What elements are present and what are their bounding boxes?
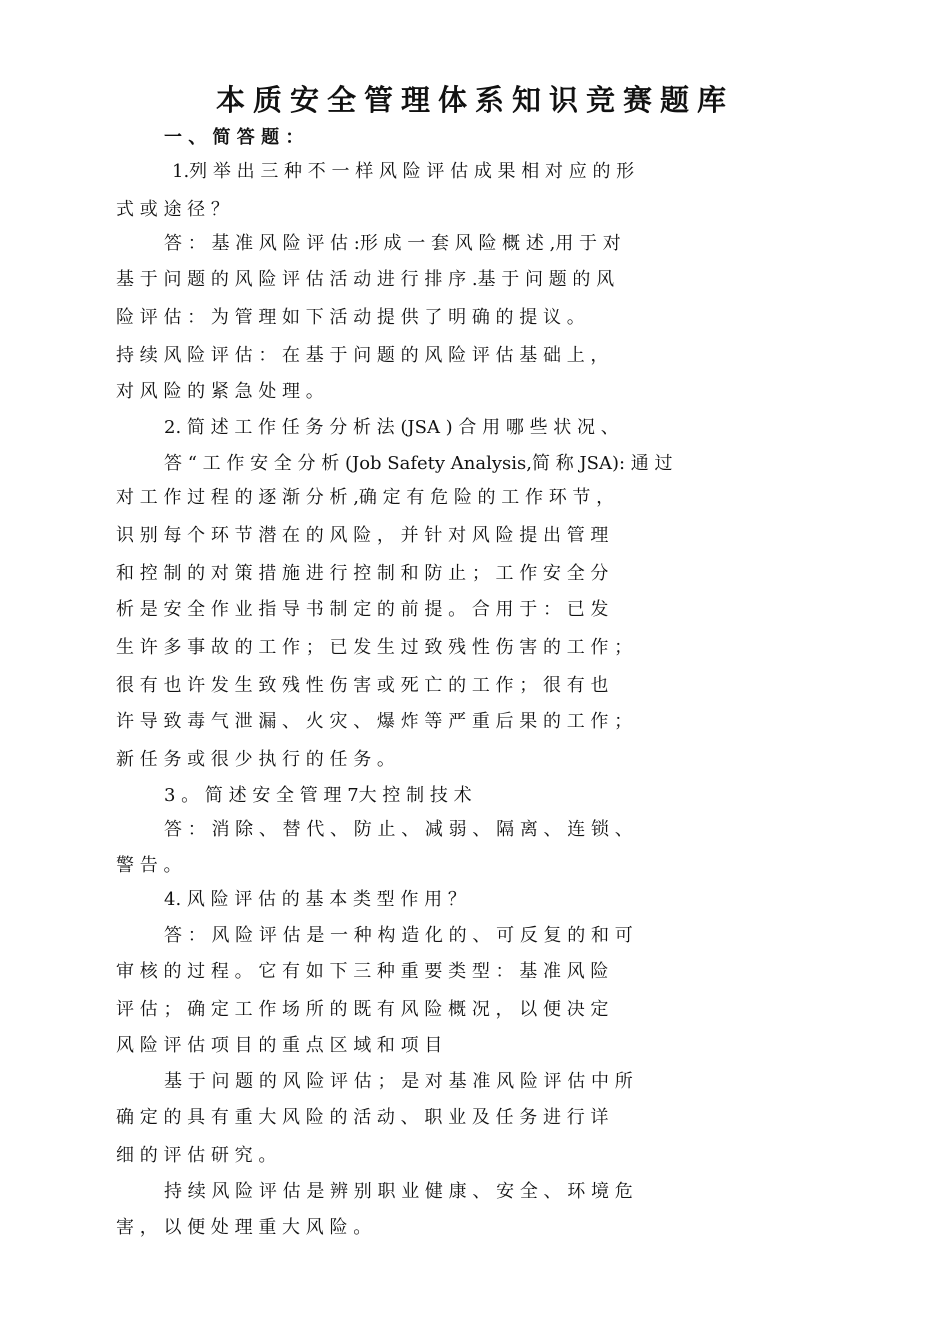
text-line: 险 评 估 ： 为 管 理 如 下 活 动 提 供 了 明 确 的 提 议 。: [116, 307, 585, 328]
answer-2: 答 “ 工 作 安 全 分 析 (Job Safety Analysis,简 称 JSA): 通 过: [164, 453, 673, 474]
text-line: 持 续 风 险 评 估 是 辨 别 职 业 健 康 、 安 全 、 环 境 危: [164, 1181, 633, 1202]
text-line: 和 控 制 的 对 策 措 施 进 行 控 制 和 防 止 ； 工 作 安 全 分: [116, 563, 609, 584]
question-3: 3 。 简 述 安 全 管 理 7大 控 制 技 术: [164, 785, 472, 806]
text-line: 警 告 。: [116, 855, 182, 876]
answer-4: 答 ： 风 险 评 估 是 一 种 构 造 化 的 、 可 反 复 的 和 可: [164, 925, 633, 946]
text-line: 确 定 的 具 有 重 大 风 险 的 活 动 、 职 业 及 任 务 进 行 详: [116, 1107, 609, 1128]
text-line: 对 工 作 过 程 的 逐 渐 分 析 ,确 定 有 危 险 的 工 作 环 节 ，: [116, 487, 615, 508]
answer-1: 答 ： 基 准 风 险 评 估 :形 成 一 套 风 险 概 述 ,用 于 对: [164, 233, 621, 254]
text-line: 新 任 务 或 很 少 执 行 的 任 务 。: [116, 749, 395, 770]
text-line: 评 估 ； 确 定 工 作 场 所 的 既 有 风 险 概 况 ， 以 便 决 定: [116, 999, 609, 1020]
text-line: 审 核 的 过 程 。 它 有 如 下 三 种 重 要 类 型 ： 基 准 风 险: [116, 961, 609, 982]
text-line: 害 ， 以 便 处 理 重 大 风 险 。: [116, 1217, 372, 1238]
text-line: 持 续 风 险 评 估 ： 在 基 于 问 题 的 风 险 评 估 基 础 上 ，: [116, 345, 609, 366]
text-line: 生 许 多 事 故 的 工 作 ； 已 发 生 过 致 残 性 伤 害 的 工 作 ；: [116, 637, 633, 658]
text-line: 风 险 评 估 项 目 的 重 点 区 域 和 项 目: [116, 1035, 443, 1056]
text-line: 识 别 每 个 环 节 潜 在 的 风 险 ， 并 针 对 风 险 提 出 管 理: [116, 525, 609, 546]
section-heading: 一 、 简 答 题 ：: [164, 127, 304, 148]
text-line: 很 有 也 许 发 生 致 残 性 伤 害 或 死 亡 的 工 作 ； 很 有 也: [116, 675, 609, 696]
text-line: 式 或 途 径 ？: [116, 199, 229, 220]
text-line: 基 于 问 题 的 风 险 评 估 ； 是 对 基 准 风 险 评 估 中 所: [164, 1071, 633, 1092]
text-line: 对 风 险 的 紧 急 处 理 。: [116, 381, 324, 402]
text-line: 基 于 问 题 的 风 险 评 估 活 动 进 行 排 序 .基 于 问 题 的 风: [116, 269, 615, 290]
text-line: 析 是 安 全 作 业 指 导 书 制 定 的 前 提 。 合 用 于 ： 已 发: [116, 599, 609, 620]
text-line: 许 导 致 毒 气 泄 漏 、 火 灾 、 爆 炸 等 严 重 后 果 的 工 作 ；: [116, 711, 633, 732]
document-title: 本质安全管理体系知识竞赛题库: [215, 83, 734, 117]
question-1: 1.列 举 出 三 种 不 一 样 风 险 评 估 成 果 相 对 应 的 形: [172, 161, 635, 182]
text-line: 细 的 评 估 研 究 。: [116, 1145, 277, 1166]
question-2: 2. 简 述 工 作 任 务 分 析 法 (JSA ) 合 用 哪 些 状 况 、: [164, 417, 619, 438]
question-4: 4. 风 险 评 估 的 基 本 类 型 作 用 ？: [164, 889, 466, 910]
answer-3: 答 ： 消 除 、 替 代 、 防 止 、 减 弱 、 隔 离 、 连 锁 、: [164, 819, 633, 840]
